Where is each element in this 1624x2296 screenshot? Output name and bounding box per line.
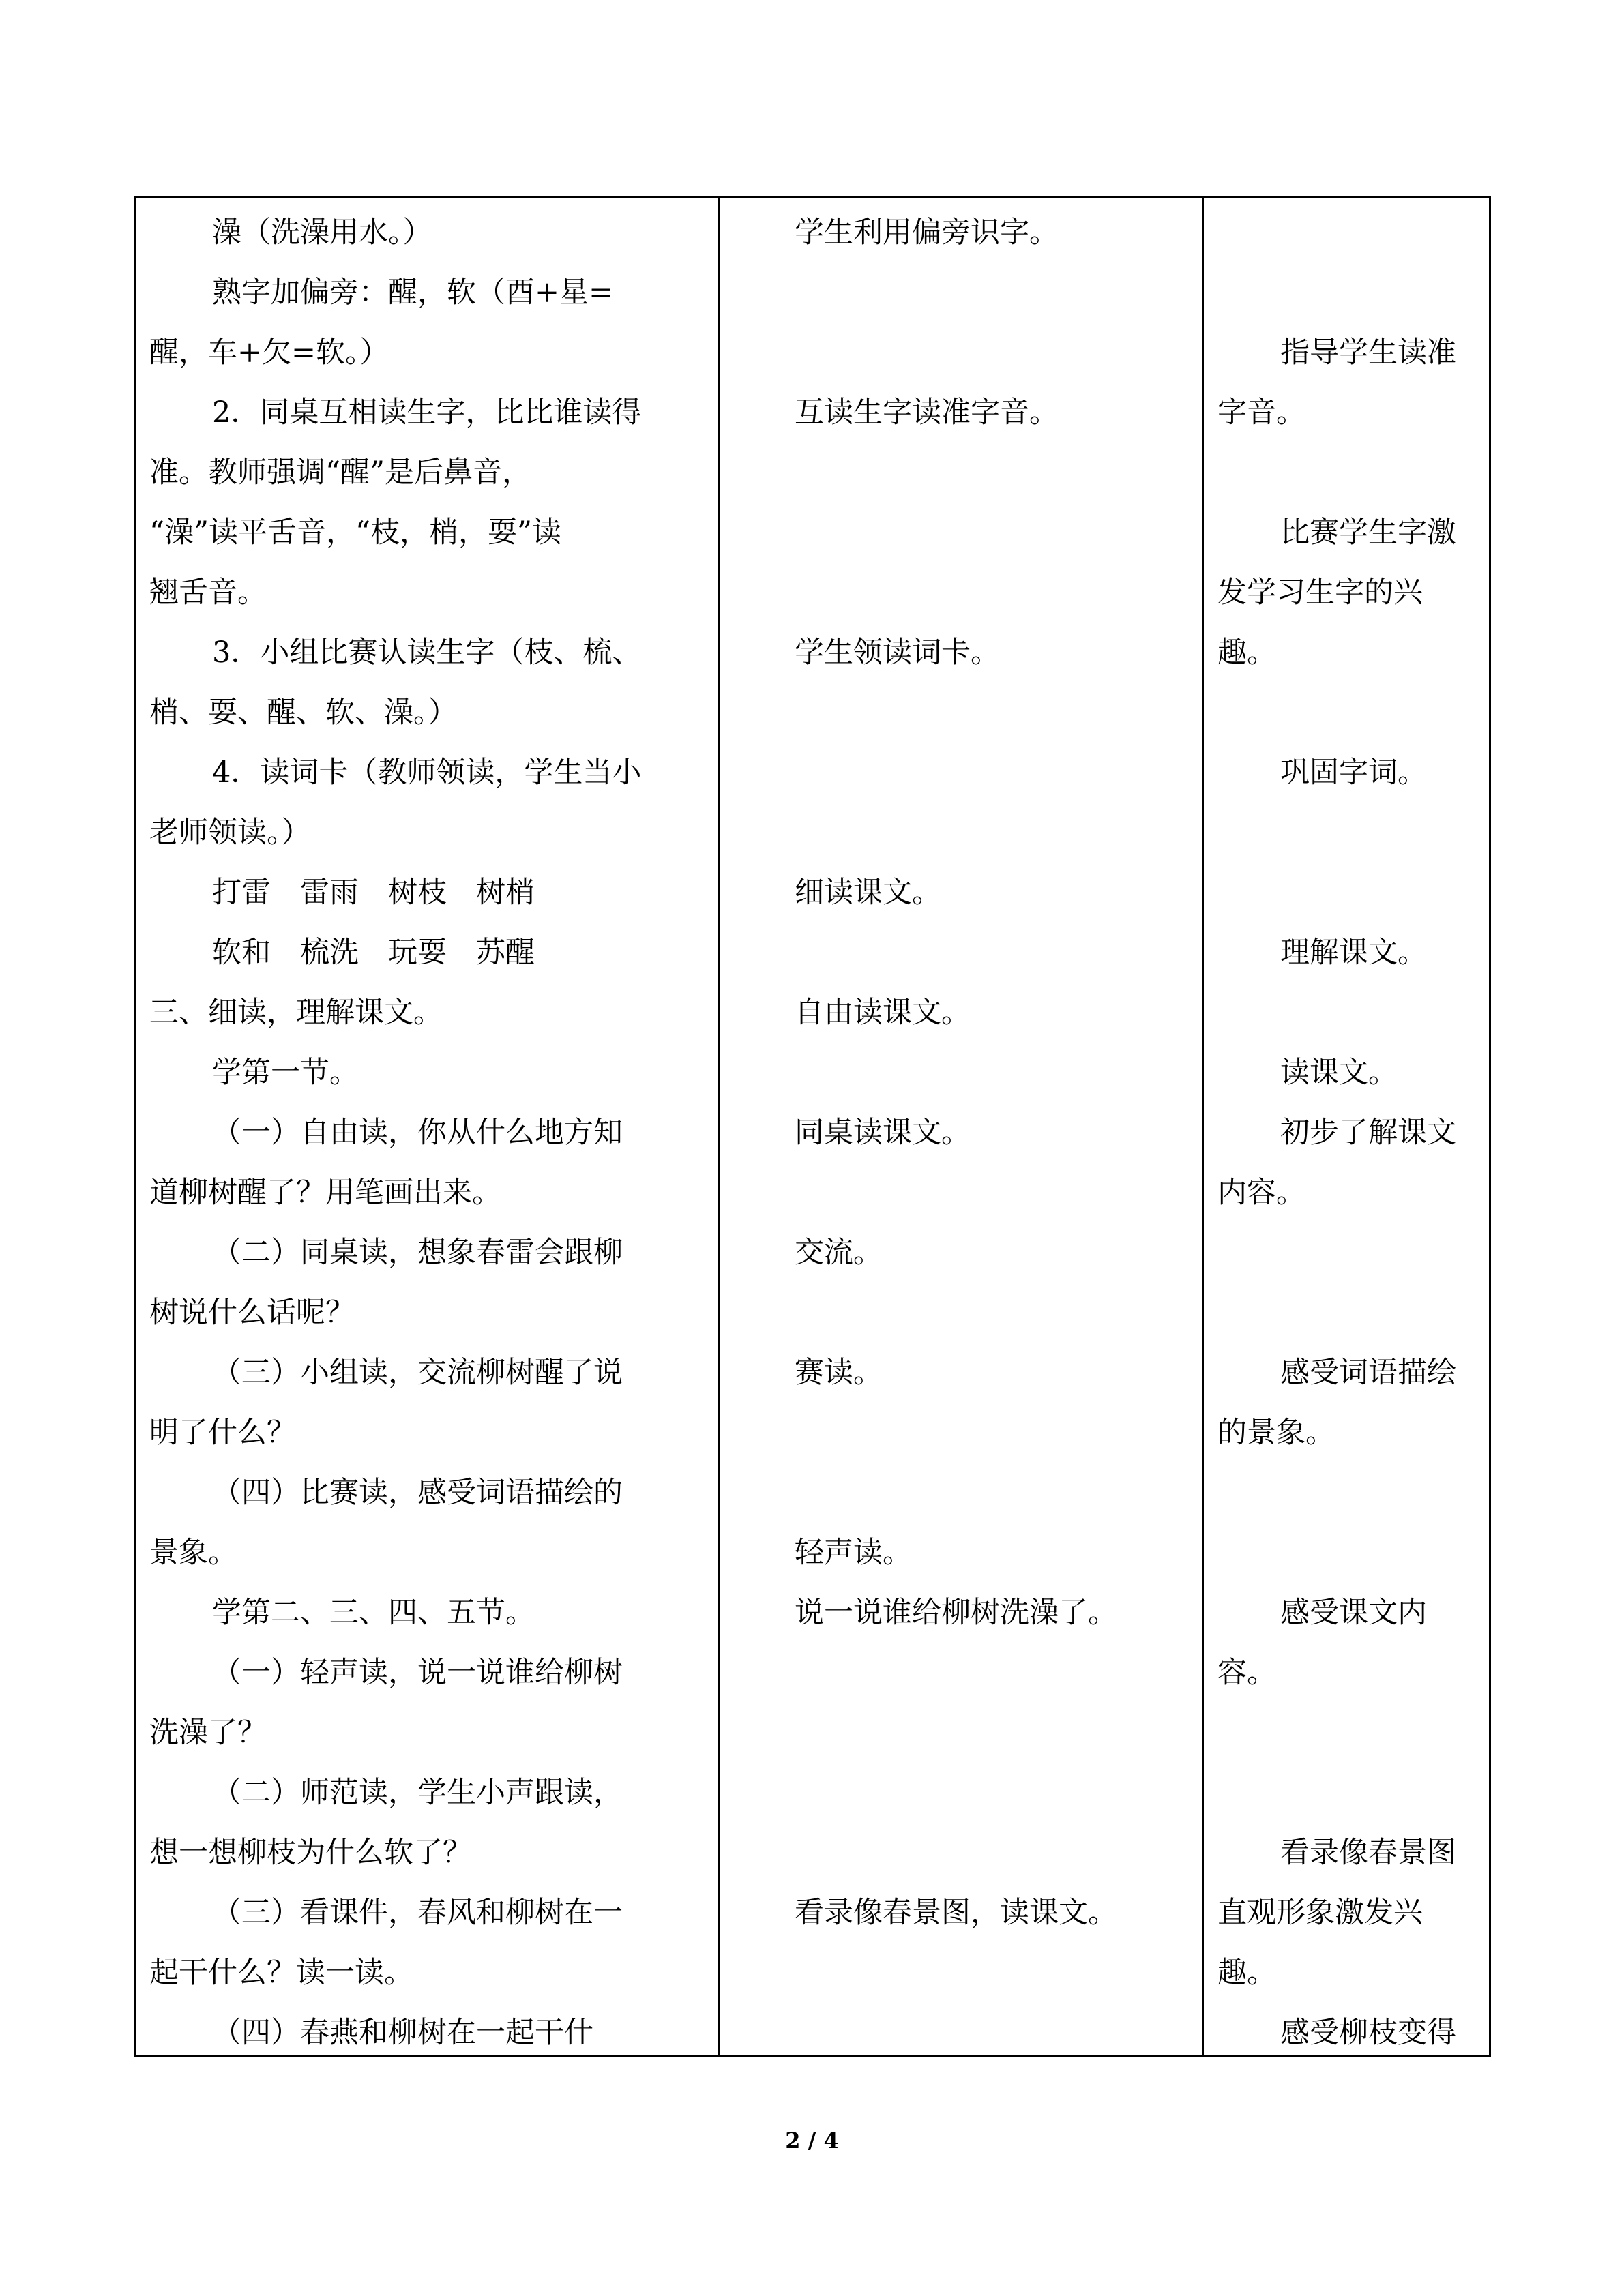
table-line: （四）春燕和柳树在一起干什	[212, 2016, 593, 2050]
table-line: 感受柳枝变得	[1280, 2016, 1456, 2050]
table-line: 发学习生字的兴	[1217, 576, 1423, 610]
table-line: 细读课文。	[795, 876, 941, 910]
table-line: 想一想柳枝为什么软了？	[149, 1836, 472, 1870]
teacher-activity-column	[136, 198, 718, 2055]
table-line: 学生领读词卡。	[795, 636, 1000, 670]
table-line: 看录像春景图	[1280, 1836, 1456, 1870]
table-line: 内容。	[1217, 1176, 1305, 1210]
table-line: 2．同桌互相读生字，比比谁读得	[212, 396, 642, 430]
table-line: 老师领读。）	[149, 816, 311, 850]
table-line: 读课文。	[1280, 1056, 1398, 1090]
table-line: 自由读课文。	[795, 996, 971, 1030]
table-line: 趣。	[1217, 1956, 1276, 1990]
table-line: 梢、耍、醒、软、澡。）	[149, 696, 458, 730]
table-line: 理解课文。	[1280, 936, 1427, 970]
table-line: 感受词语描绘	[1280, 1356, 1456, 1390]
table-line: 明了什么？	[149, 1416, 296, 1450]
table-line: （一）轻声读，说一说谁给柳树	[212, 1656, 623, 1690]
table-line: 起干什么？读一读。	[149, 1956, 413, 1990]
student-activity-column	[720, 198, 1202, 2055]
table-line: 说一说谁给柳树洗澡了。	[795, 1596, 1117, 1630]
table-line: 趣。	[1217, 636, 1276, 670]
table-line: 景象。	[149, 1536, 237, 1570]
table-line: （二）同桌读，想象春雷会跟柳	[212, 1236, 623, 1270]
table-line: 醒，车+欠=软。）	[149, 336, 389, 370]
table-line: 道柳树醒了？用笔画出来。	[149, 1176, 501, 1210]
table-line: 翘舌音。	[149, 576, 267, 610]
table-line: （一）自由读，你从什么地方知	[212, 1116, 623, 1150]
table-line: 初步了解课文	[1280, 1116, 1456, 1150]
table-line: 学第一节。	[212, 1056, 359, 1090]
table-line: 字音。	[1217, 396, 1305, 430]
table-line: 容。	[1217, 1656, 1276, 1690]
table-line: 巩固字词。	[1280, 756, 1427, 790]
table-line: 赛读。	[795, 1356, 883, 1390]
design-intent-column	[1204, 198, 1491, 2055]
table-line: 4．读词卡（教师领读，学生当小	[212, 756, 642, 790]
table-line: 准。教师强调“醒”是后鼻音，	[149, 456, 531, 490]
table-line: 学生利用偏旁识字。	[795, 215, 1059, 250]
table-line: 学第二、三、四、五节。	[212, 1596, 535, 1630]
table-line: 互读生字读准字音。	[795, 396, 1059, 430]
page-number: 2 / 4	[785, 2128, 839, 2153]
table-line: 熟字加偏旁：醒，软（酉+星=	[212, 275, 614, 310]
table-line: 轻声读。	[795, 1536, 912, 1570]
table-line: 打雷 雷雨 树枝 树梢	[212, 876, 535, 910]
table-line: （四）比赛读，感受词语描绘的	[212, 1476, 623, 1510]
table-line: 的景象。	[1217, 1416, 1335, 1450]
table-line: （三）小组读，交流柳树醒了说	[212, 1356, 623, 1390]
table-line: 洗澡了？	[149, 1716, 267, 1750]
table-line: 3．小组比赛认读生字（枝、梳、	[212, 636, 642, 670]
table-line: 比赛学生字激	[1280, 516, 1456, 550]
table-line: （三）看课件，春风和柳树在一	[212, 1896, 623, 1930]
table-line: 软和 梳洗 玩耍 苏醒	[212, 936, 535, 970]
table-line: 三、细读，理解课文。	[149, 996, 443, 1030]
table-line: 直观形象激发兴	[1217, 1896, 1423, 1930]
table-line: 交流。	[795, 1236, 883, 1270]
lesson-plan-table	[134, 196, 1491, 2057]
table-line: “澡”读平舌音，“枝，梢，耍”读	[149, 516, 561, 550]
table-line: 指导学生读准	[1280, 336, 1456, 370]
table-line: （二）师范读，学生小声跟读，	[212, 1776, 623, 1810]
table-line: 看录像春景图，读课文。	[795, 1896, 1117, 1930]
table-line: 感受课文内	[1280, 1596, 1427, 1630]
table-line: 树说什么话呢？	[149, 1296, 355, 1330]
table-line: 同桌读课文。	[795, 1116, 971, 1150]
table-line: 澡（洗澡用水。）	[212, 215, 432, 250]
